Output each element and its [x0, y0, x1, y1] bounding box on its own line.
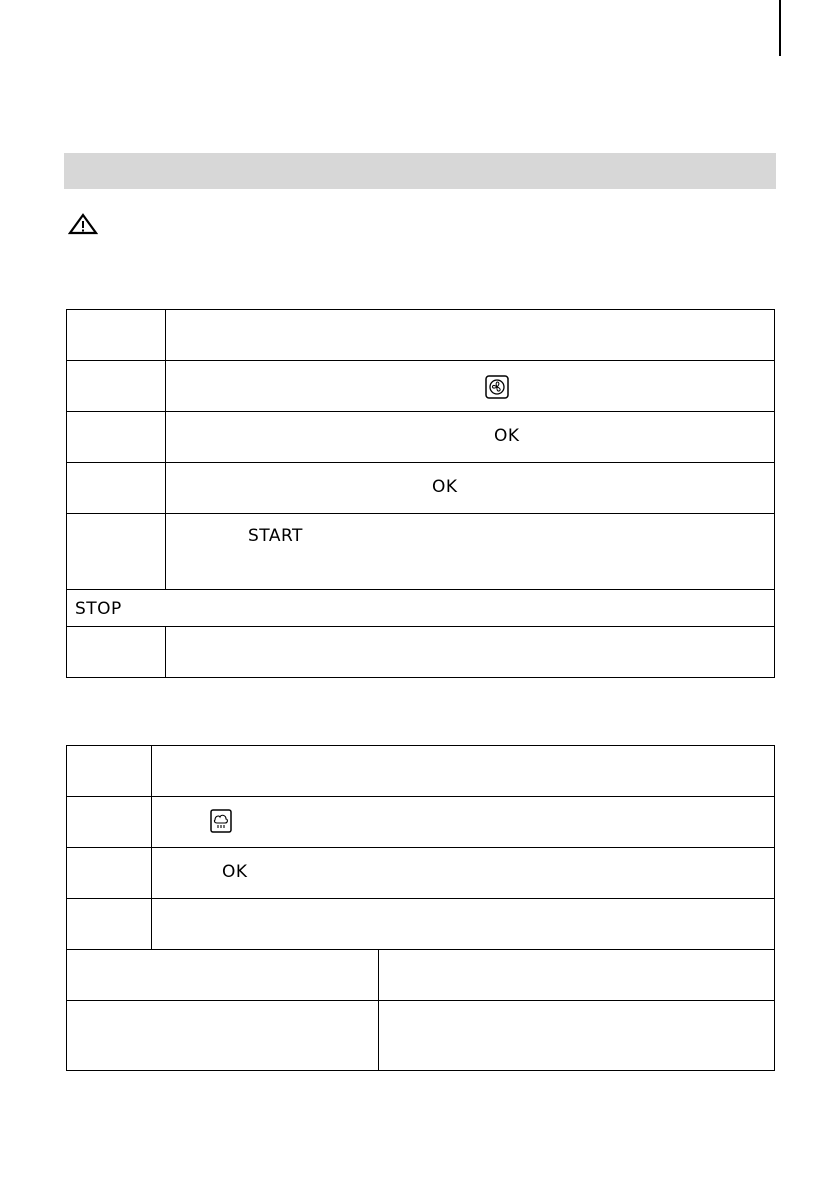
step-text-cell — [166, 627, 775, 678]
table-row — [67, 463, 775, 514]
step-number-cell — [67, 848, 152, 899]
table-row — [67, 590, 775, 627]
step-text-cell — [166, 361, 775, 412]
step-number-cell — [67, 310, 166, 361]
option-cell — [67, 950, 379, 1001]
step-number-cell — [67, 746, 152, 797]
table-row — [67, 950, 775, 1001]
table-row — [67, 412, 775, 463]
step-number-cell — [67, 899, 152, 950]
page-corner-mark — [779, 0, 781, 56]
step-number-cell — [67, 361, 166, 412]
step-number-cell — [67, 412, 166, 463]
warning-triangle-icon — [68, 213, 98, 235]
procedure-table-1 — [66, 309, 775, 678]
section-heading-bar — [64, 153, 776, 189]
table-row — [67, 514, 775, 590]
option-description-cell — [379, 1001, 775, 1071]
option-description-cell — [379, 950, 775, 1001]
step-text-cell — [166, 514, 775, 590]
table-row — [67, 746, 775, 797]
step-text-cell — [152, 848, 775, 899]
fan-button-icon — [485, 375, 509, 399]
step-number-cell — [67, 797, 152, 848]
steam-oven-icon — [210, 809, 232, 833]
table-row — [67, 848, 775, 899]
table-row — [67, 899, 775, 950]
note-row-cell — [67, 590, 775, 627]
table-row — [67, 627, 775, 678]
ok-key-label: OK — [432, 477, 458, 497]
table-row — [67, 797, 775, 848]
step-text-cell — [166, 412, 775, 463]
step-text-cell — [152, 797, 775, 848]
stop-key-label: STOP — [75, 599, 122, 619]
table-row — [67, 361, 775, 412]
ok-key-label: OK — [222, 862, 248, 882]
ok-key-label: OK — [494, 426, 520, 446]
step-text-cell — [166, 310, 775, 361]
option-cell — [67, 1001, 379, 1071]
table-row — [67, 310, 775, 361]
step-text-cell — [152, 899, 775, 950]
step-number-cell — [67, 463, 166, 514]
table-row — [67, 1001, 775, 1071]
procedure-table-2 — [66, 745, 775, 1071]
step-text-cell — [166, 463, 775, 514]
step-text-cell — [152, 746, 775, 797]
step-number-cell — [67, 627, 166, 678]
step-number-cell — [67, 514, 166, 590]
start-key-label: START — [248, 526, 303, 546]
